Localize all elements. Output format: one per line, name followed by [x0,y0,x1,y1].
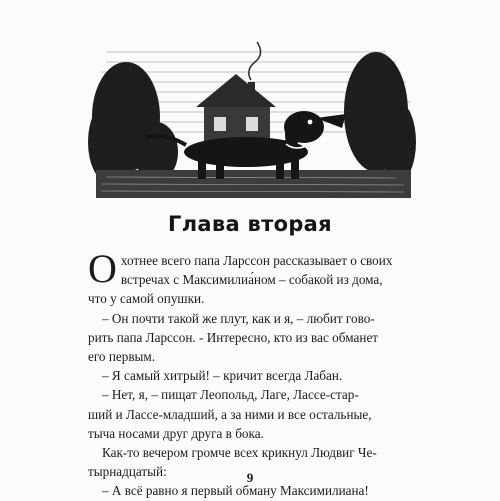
text-line: хотнее всего папа Ларссон рассказывает о своих [120,253,393,268]
text-line: тырнадцатый: [88,464,167,480]
text-line: Как-то вечером громче всех крикнул Людвиг Че- [102,445,377,461]
text-line: – Нет, я, – пищат Леопольд, Лаге, Лассе-стар- [102,387,359,403]
paragraph-4 [88,385,422,443]
paragraph-1 [88,246,422,309]
text-line: его первым. [88,349,156,365]
paragraph-3 [88,366,422,385]
text-line: рить папа Ларссон. - Интересно, кто из вас обманет [88,329,379,345]
chapter-illustration [86,22,416,198]
text-line: ший и Лассе-младший, а за ними и все остальные, [88,406,372,422]
drop-cap: О [88,246,117,291]
dog-and-house-engraving [86,22,416,198]
text-line: – А всё равно я первый обману Максимилиана! [102,483,369,499]
text-line: встречах с Максимилиа́ном – собакой из дома, [120,272,383,288]
page-number: 9 [246,470,254,485]
text-line: что у самой опушки. [88,291,205,307]
body-text [88,246,422,501]
chapter-title: Глава вторая [168,212,332,236]
text-line: – Я самый хитрый! – кричит всегда Лабан. [102,368,343,384]
text-line: тыча носами друг друга в бока. [88,425,264,441]
text-line: – Он почти такой же плут, как и я, – любит гово- [102,310,375,326]
paragraph-2 [88,309,422,367]
